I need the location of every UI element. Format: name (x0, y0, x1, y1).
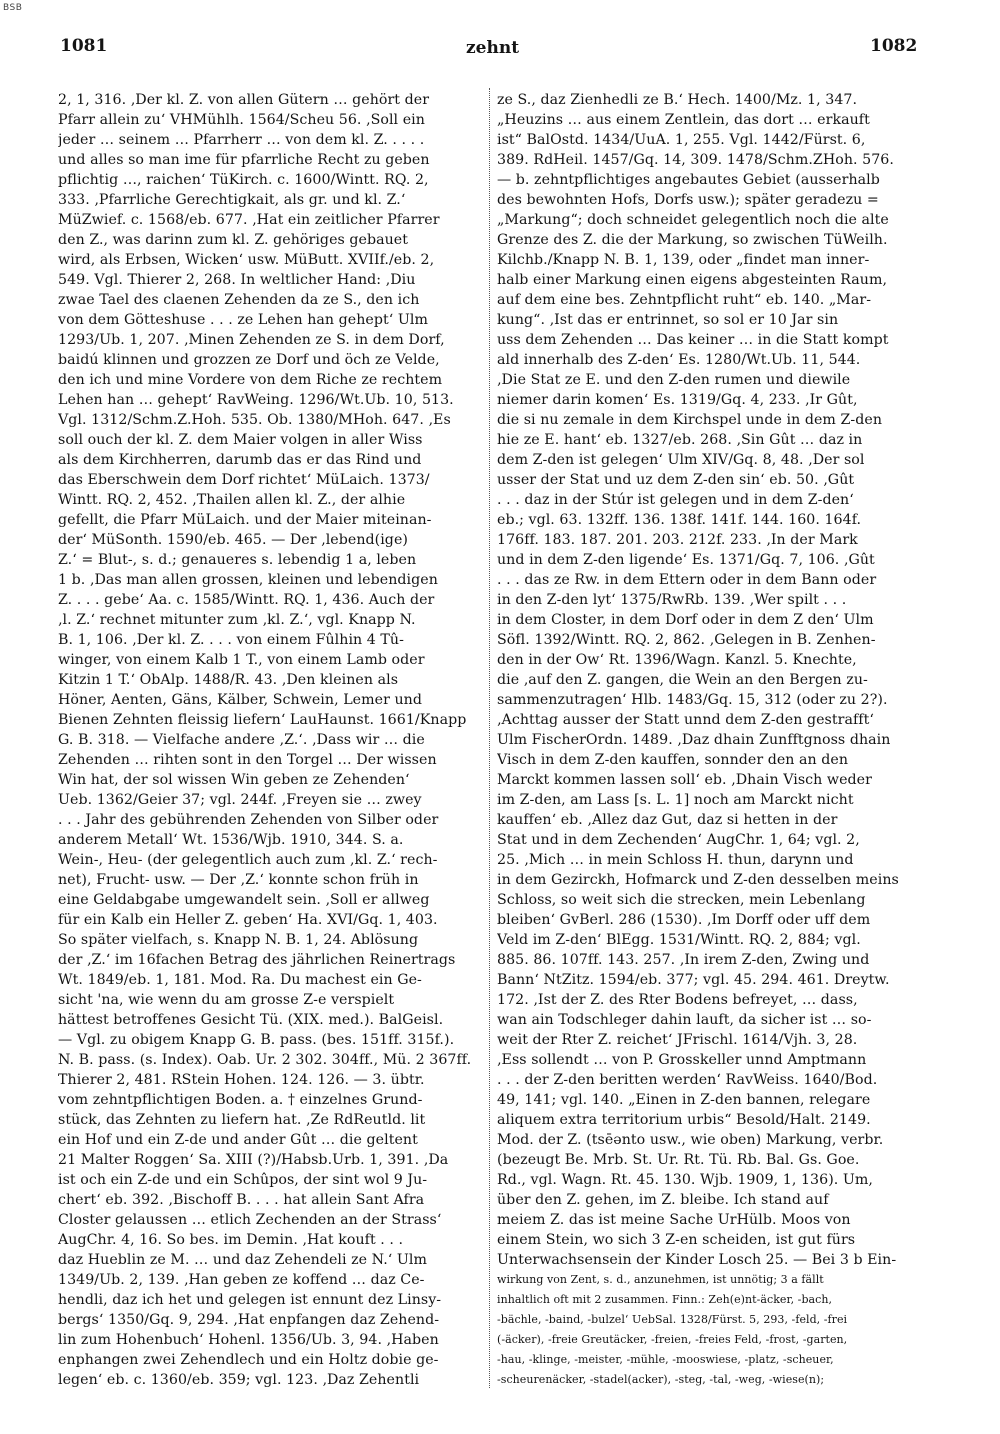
text-line: Kilchb./Knapp N. B. 1, 139, oder „findet man inner- (497, 252, 870, 268)
text-line: als dem Kirchherren, darumb das er das Rind und (58, 452, 422, 468)
text-line: über den Z. gehen, im Z. bleibe. Ich stand auf (497, 1192, 829, 1208)
text-line: in dem Closter, in dem Dorf oder in dem Z den‘ Ulm (497, 612, 874, 628)
text-line: 2, 1, 316. ‚Der kl. Z. von allen Gütern … gehört der (58, 92, 430, 108)
text-line: kauffen‘ eb. ‚Allez daz Gut, daz si hetten in der (497, 812, 838, 828)
text-line: dem Z-den ist gelegen‘ Ulm XIV/Gq. 8, 48. ‚Der sol (497, 452, 865, 468)
text-line: einem Stein, wo sich 3 Z-en scheiden, ist gut fürs (497, 1232, 856, 1248)
text-line: weit der Rter Z. reichet‘ JFrischl. 1614/Vjh. 3, 28. (497, 1032, 858, 1048)
text-line: 1349/Ub. 2, 139. ‚Han geben ze koffend … daz Ce- (58, 1272, 425, 1288)
text-line: den Z., was darinn zum kl. Z. gehöriges gebauet (58, 232, 409, 248)
text-line: ist“ BalOstd. 1434/UuA. 1, 255. Vgl. 1442/Fürst. 6, (497, 132, 866, 148)
text-line: gefellt, die Pfarr MüLaich. und der Maier miteinan- (58, 512, 432, 528)
text-line: ein Hof und ein Z-de und ander Gût … die geltent (58, 1132, 418, 1148)
text-line: Veld im Z-den‘ BlEgg. 1531/Wintt. RQ. 2, 884; vgl. (497, 932, 861, 948)
text-line: halb einer Markung einen eigens abgesteinten Raum, (497, 272, 888, 288)
text-line: bergs‘ 1350/Gq. 9, 294. ‚Hat enpfangen daz Zehend- (58, 1312, 440, 1328)
text-line: Ueb. 1362/Geier 37; vgl. 244f. ‚Freyen sie … zwey (58, 792, 422, 808)
text-line: . . . Jahr des gebührenden Zehenden von Silber oder (58, 812, 439, 828)
text-line: (bezeugt Be. Mrb. St. Ur. Rt. Tü. Rb. Bal. Gs. Goe. (497, 1152, 860, 1168)
text-line: Vgl. 1312/Schm.Z.Hoh. 535. Ob. 1380/MHoh. 647. ‚Es (58, 412, 451, 428)
text-line: Höner, Aenten, Gäns, Kälber, Schwein, Lemer und (58, 692, 422, 708)
text-line: sicht 'na, wie wenn du am grosse Z-e verspielt (58, 992, 395, 1008)
text-line: net), Frucht- usw. — Der ‚Z.‘ konnte schon früh in (58, 872, 419, 888)
text-line: der‘ MüSonth. 1590/eb. 465. — Der ‚lebend(ige) (58, 532, 408, 548)
text-line: die si nu zemale in dem Kirchspel unde in dem Z-den (497, 412, 883, 428)
text-line: ‚l. Z.‘ rechnet mitunter zum ‚kl. Z.‘, vgl. Knapp N. (58, 612, 416, 628)
text-line: 1293/Ub. 1, 207. ‚Minen Zehenden ze S. in dem Dorf, (58, 332, 445, 348)
text-line: Win hat, der sol wissen Win geben ze Zehenden‘ (58, 772, 410, 788)
text-line: Visch in dem Z-den kauffen, sonnder den an den (497, 752, 849, 768)
text-line: zwae Tael des claenen Zehenden da ze S., den ich (58, 292, 420, 308)
text-line: — Vgl. zu obigem Knapp G. B. pass. (bes. 151ff. 315f.). (58, 1032, 455, 1048)
text-line: auf dem eine bes. Zehntpflicht ruht“ eb. 140. „Mar- (497, 292, 872, 308)
text-line: . . . das ze Rw. in dem Ettern oder in dem Bann oder (497, 572, 877, 588)
text-line: vom zehntpflichtigen Boden. a. † einzelnes Grund- (58, 1092, 423, 1108)
text-line: . . . der Z-den beritten werden‘ RavWeiss. 1640/Bod. (497, 1072, 878, 1088)
text-line: des bewohnten Hofs, Dorfs usw.); später geradezu = (497, 192, 879, 208)
text-line: ald innerhalb des Z-den‘ Es. 1280/Wt.Ub. 11, 544. (497, 352, 861, 368)
text-line: B. 1, 106. ‚Der kl. Z. . . . von einem Fûlhin 4 Tû- (58, 632, 404, 648)
text-line: -hau, -klinge, -meister, -mühle, -mooswiese, -platz, -scheuer, (497, 1353, 834, 1366)
text-line: Marckt kommen lassen soll‘ eb. ‚Dhain Visch weder (497, 772, 872, 788)
text-line: Pfarr allein zu‘ VHMühlh. 1564/Scheu 56. ‚Soll ein (58, 112, 425, 128)
text-line: den in der Ow‘ Rt. 1396/Wagn. Kanzl. 5. Knechte, (497, 652, 857, 668)
text-line: -scheurenäcker, -stadel(acker), -steg, -tal, -weg, -wiese(n); (497, 1373, 825, 1386)
text-line: MüZwief. c. 1568/eb. 677. ‚Hat ein zeitlicher Pfarrer (58, 212, 440, 228)
text-line: Wintt. RQ. 2, 452. ‚Thailen allen kl. Z., der alhie (58, 492, 406, 508)
text-line: Bann‘ NtZitz. 1594/eb. 377; vgl. 45. 294. 461. Dreytw. (497, 972, 890, 988)
text-line: Wt. 1849/eb. 1, 181. Mod. Ra. Du machest ein Ge- (58, 972, 422, 988)
text-line: Bienen Zehnten fleissig liefern‘ LauHaunst. 1661/Knapp (58, 712, 467, 728)
page-number-left: 1081 (60, 36, 108, 56)
text-line: lin zum Hohenbuch‘ Hohenl. 1356/Ub. 3, 94. ‚Haben (58, 1332, 439, 1348)
left-column (58, 90, 488, 1390)
text-line: den ich und mine Vordere von dem Riche ze rechtem (58, 372, 443, 388)
text-line: 49, 141; vgl. 140. „Einen in Z-den bannen, relegare (497, 1092, 871, 1108)
text-line: So später vielfach, s. Knapp N. B. 1, 24. Ablösung (58, 932, 419, 948)
text-line: pflichtig …, raichen‘ TüKirch. c. 1600/Wintt. RQ. 2, (58, 172, 429, 188)
text-line: N. B. pass. (s. Index). Oab. Ur. 2 302. 304ff., Mü. 2 367ff. (58, 1052, 472, 1068)
text-line: Kitzin 1 T.‘ ObAlp. 1488/R. 43. ‚Den kleinen als (58, 672, 399, 688)
text-line: ist och ein Z-de und ein Schûpos, der sint wol 9 Ju- (58, 1172, 428, 1188)
text-line: hie ze E. hant‘ eb. 1327/eb. 268. ‚Sin Gût … daz in (497, 432, 863, 448)
text-line: ‚Ess sollendt … von P. Grosskeller unnd Amptmann (497, 1052, 867, 1068)
text-line: sammenzutragen‘ Hlb. 1483/Gq. 15, 312 (oder zu 2?). (497, 692, 888, 708)
text-line: enphangen zwei Zehendlech und ein Holtz dobie ge- (58, 1352, 439, 1368)
text-line: legen‘ eb. c. 1360/eb. 359; vgl. 123. ‚Daz Zehentli (58, 1372, 420, 1388)
column-divider (489, 88, 490, 1388)
page-number-right: 1082 (870, 36, 918, 56)
text-line: AugChr. 4, 16. So bes. im Demin. ‚Hat kouft . . . (58, 1232, 404, 1248)
text-line: chert‘ eb. 392. ‚Bischoff B. . . . hat allein Sant Afra (58, 1192, 425, 1208)
text-line: und in dem Z-den ligende‘ Es. 1371/Gq. 7, 106. ‚Gût (497, 552, 875, 568)
text-line: Unterwachsensein der Kinder Losch 25. — Bei 3 b Ein- (497, 1252, 897, 1268)
text-line: 389. RdHeil. 1457/Gq. 14, 309. 1478/Schm.ZHoh. 576. (497, 152, 894, 168)
text-line: bleiben‘ GvBerl. 286 (1530). ‚Im Dorff oder uff dem (497, 912, 871, 928)
text-line: Lehen han … gehept‘ RavWeing. 1296/Wt.Ub. 10, 513. (58, 392, 454, 408)
text-line: G. B. 318. — Vielfache andere ‚Z.‘. ‚Dass wir … die (58, 732, 425, 748)
text-line: 1 b. ‚Das man allen grossen, kleinen und lebendigen (58, 572, 438, 588)
text-line: soll ouch der kl. Z. dem Maier volgen in aller Wiss (58, 432, 423, 448)
text-line: inhaltlich oft mit 2 zusammen. Finn.: Zeh(e)nt-äcker, -bach, (497, 1293, 833, 1306)
text-line: — b. zehntpflichtiges angebautes Gebiet (ausserhalb (497, 172, 880, 188)
text-line: -bächle, -baind, -bulzel‘ UebSal. 1328/Fürst. 5, 293, -feld, -frei (497, 1313, 848, 1326)
text-line: Söfl. 1392/Wintt. RQ. 2, 862. ‚Gelegen in B. Zenhen- (497, 632, 876, 648)
text-line: stück, das Zehnten zu liefern hat. ‚Ze RdReutld. lit (58, 1112, 426, 1128)
text-line: 172. ‚Ist der Z. des Rter Bodens befreyet, … dass, (497, 992, 858, 1008)
text-line: Ulm FischerOrdn. 1489. ‚Daz dhain Zunfftgnoss dhain (497, 732, 891, 748)
text-line: ‚Die Stat ze E. und den Z-den rumen und diewile (497, 372, 851, 388)
text-line: der ‚Z.‘ im 16fachen Betrag des jährlichen Reinertrags (58, 952, 456, 968)
text-line: Grenze des Z. die der Markung, so zwischen TüWeilh. (497, 232, 888, 248)
text-line: 25. ‚Mich … in mein Schloss H. thun, darynn und (497, 852, 854, 868)
text-line: Closter gelaussen … etlich Zechenden an der Strass‘ (58, 1212, 442, 1228)
text-line: usser der Stat und uz dem Z-den sin‘ eb. 50. ‚Gût (497, 472, 855, 488)
text-line: eine Geldabgabe umgewandelt sein. ‚Soll er allweg (58, 892, 430, 908)
text-line: 333. ‚Pfarrliche Gerechtigkait, als gr. und kl. Z.‘ (58, 192, 406, 208)
text-line: hendli, daz ich het und gelegen ist ennunt dez Linsy- (58, 1292, 442, 1308)
text-line: Rd., vgl. Wagn. Rt. 45. 130. Wjb. 1909, 1, 136). Um, (497, 1172, 873, 1188)
text-line: Zehenden … rihten sont in den Torgel … Der wissen (58, 752, 437, 768)
library-stamp: BSB (3, 3, 23, 13)
text-line: jeder … seinem … Pfarrherr … von dem kl. Z. . . . . (58, 132, 425, 148)
text-line: meiem Z. das ist meine Sache UrHülb. Moos von (497, 1212, 851, 1228)
text-line: „Heuzins … aus einem Zentlein, das dort … erkauft (497, 112, 870, 128)
running-headword: zehnt (466, 38, 520, 58)
text-line: eb.; vgl. 63. 132ff. 136. 138f. 141f. 144. 160. 164f. (497, 512, 862, 528)
text-line: daz Hueblin ze M. … und daz Zehendeli ze N.‘ Ulm (58, 1252, 428, 1268)
text-line: wan ain Todschleger dahin lauft, da sicher ist … so- (497, 1012, 872, 1028)
text-line: 885. 86. 107ff. 143. 257. ‚In irem Z-den, Zwing und (497, 952, 870, 968)
text-line: . . . daz in der Stúr ist gelegen und in dem Z-den‘ (497, 492, 854, 508)
text-line: winger, von einem Kalb 1 T., von einem Lamb oder (58, 652, 425, 668)
text-line: wirkung von Zent, s. d., anzunehmen, ist unnötig; 3 a fällt (497, 1273, 824, 1286)
text-line: 21 Malter Roggen‘ Sa. XIII (?)/Habsb.Urb. 1, 391. ‚Da (58, 1152, 449, 1168)
text-line: und alles so man ime für pfarrliche Recht zu geben (58, 152, 430, 168)
text-line: für ein Kalb ein Heller Z. geben‘ Ha. XVI/Gq. 1, 403. (58, 912, 438, 928)
text-line: (-äcker), -freie Greutäcker, -freien, -freies Feld, -frost, -garten, (497, 1333, 848, 1346)
text-line: Wein-, Heu- (der gelegentlich auch zum ‚kl. Z.‘ rech- (58, 852, 438, 868)
text-line: von dem Götteshuse . . . ze Lehen han gehept‘ Ulm (58, 312, 428, 328)
text-line: „Markung“; doch schneidet gelegentlich noch die alte (497, 212, 889, 228)
text-line: anderem Metall‘ Wt. 1536/Wjb. 1910, 344. S. a. (58, 832, 404, 848)
text-line: in den Z-den lyt‘ 1375/RwRb. 139. ‚Wer spilt . . . (497, 592, 847, 608)
text-line: Stat und in dem Zechenden‘ AugChr. 1, 64; vgl. 2, (497, 832, 860, 848)
text-line: baidú klinnen und grozzen ze Dorf und öch ze Velde, (58, 352, 440, 368)
right-column (497, 90, 927, 1390)
text-line: Schloss, so weit sich die strecken, mein Lebenlang (497, 892, 866, 908)
text-line: kung“. ‚Ist das er entrinnet, so sol er 10 Jar sin (497, 312, 839, 328)
text-line: aliquem extra territorium urbis“ Besold/Halt. 2149. (497, 1112, 871, 1128)
text-line: ze S., daz Zienhedli ze B.‘ Hech. 1400/Mz. 1, 347. (497, 92, 858, 108)
text-line: Z.‘ = Blut-, s. d.; genaueres s. lebendig 1 a, leben (58, 552, 417, 568)
text-line: 549. Vgl. Thierer 2, 268. In weltlicher Hand: ‚Diu (58, 272, 416, 288)
text-line: 176ff. 183. 187. 201. 203. 212f. 233. ‚In der Mark (497, 532, 858, 548)
text-line: im Z-den, am Lass [s. L. 1] noch am Marckt nicht (497, 792, 854, 808)
text-line: uss dem Zehenden … Das keiner … in die Statt kompt (497, 332, 889, 348)
text-line: hättest betroffenes Gesicht Tü. (XIX. med.). BalGeisl. (58, 1012, 444, 1028)
text-line: wird, als Erbsen, Wicken‘ usw. MüButt. XVIIf./eb. 2, (58, 252, 435, 268)
text-line: das Eberschwein dem Dorf richtet‘ MüLaich. 1373/ (58, 472, 430, 488)
text-line: Z. . . . gebe‘ Aa. c. 1585/Wintt. RQ. 1, 436. Auch der (58, 592, 435, 608)
text-line: Thierer 2, 481. RStein Hohen. 124. 126. — 3. übtr. (58, 1072, 425, 1088)
text-line: niemer darin komen‘ Es. 1319/Gq. 4, 233. ‚Ir Gût, (497, 392, 858, 408)
text-line: Mod. der Z. (tsēənto usw., wie oben) Markung, verbr. (497, 1132, 884, 1148)
text-line: in dem Gezirckh, Hofmarck und Z-den desselben meins (497, 872, 899, 888)
text-line: ‚Achttag ausser der Statt unnd dem Z-den gestrafft‘ (497, 712, 874, 728)
text-line: die ‚auf den Z. gangen, die Wein an den Bergen zu- (497, 672, 868, 688)
